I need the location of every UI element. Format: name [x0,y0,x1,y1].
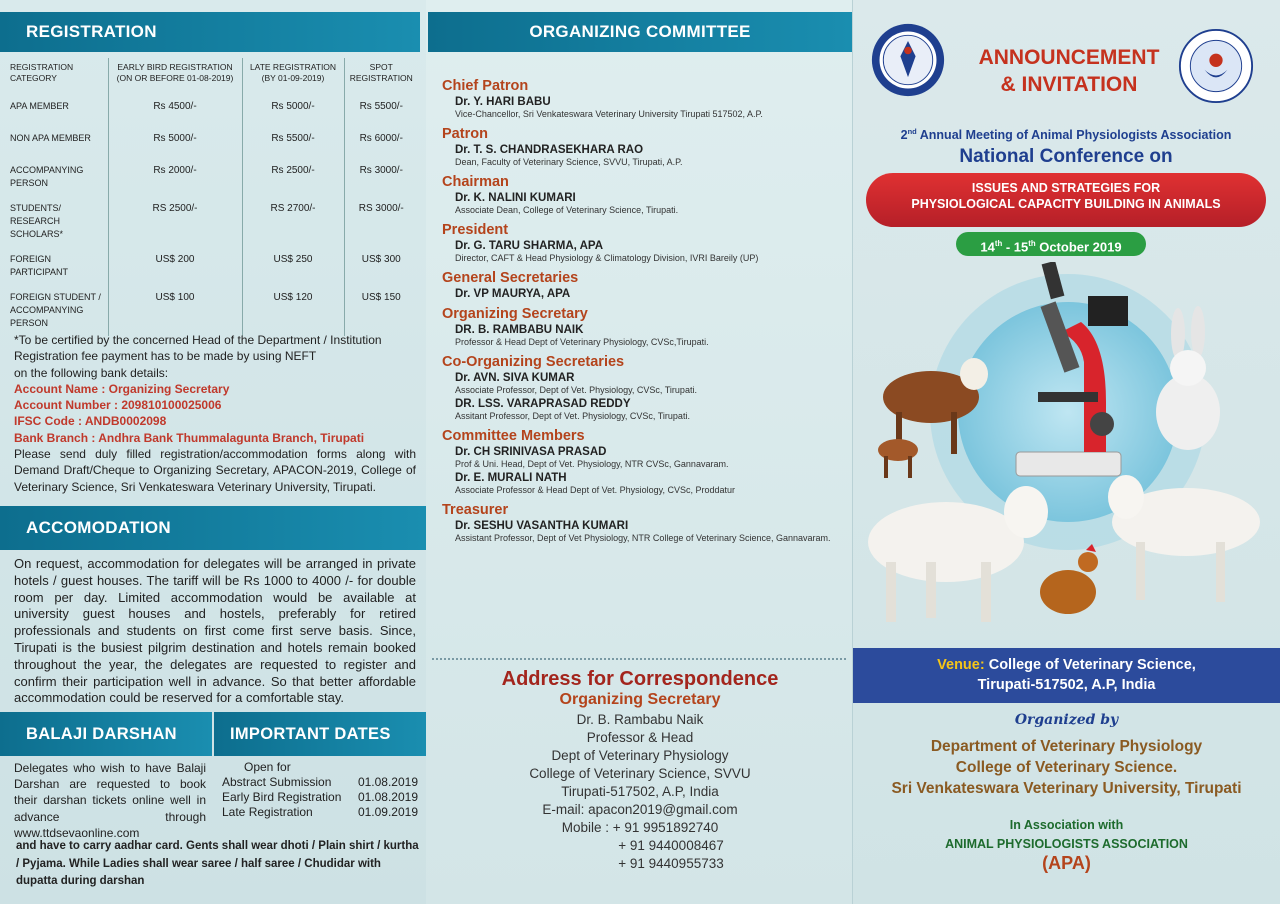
organizer-department: Department of Veterinary Physiology College of Veterinary Science. Sri Venkateswara Veterinary University, Tirupati [891,738,1242,797]
table-header-row [8,58,418,94]
table-cell: US$ 300 [344,247,418,285]
address-line: Tirupati-517502, A.P, India [561,784,719,799]
table-cell: US$ 150 [344,285,418,336]
table-cell: RS 2700/- [242,196,344,247]
table-cell: US$ 120 [242,285,344,336]
column-header: EARLY BIRD REGISTRATION (ON OR BEFORE 01-08-2019) [108,58,242,94]
announcement-title: ANNOUNCEMENT & INVITATION [978,46,1160,96]
person-desc: Associate Dean, College of Veterinary Science, Tirupati. [455,205,679,215]
table-cell: RS 3000/- [344,196,418,247]
important-dates [222,760,418,820]
correspondence-subtitle: Organizing Secretary [559,691,721,708]
person-name: DR. LSS. VARAPRASAD REDDY [455,398,631,410]
table-row [8,126,418,158]
person-name: Dr. AVN. SIVA KUMAR [455,372,575,384]
person-name: Dr. VP MAURYA, APA [455,288,571,300]
table-cell: US$ 250 [242,247,344,285]
committee-group [442,306,842,348]
role-title: General Secretaries [442,270,579,286]
committee-group [442,270,842,300]
committee-group [442,126,842,168]
committee-group [442,174,842,216]
role-title: Committee Members [442,428,585,444]
table-cell: Rs 4500/- [108,94,242,126]
accommodation-header: ACCOMODATION [0,506,426,550]
venue-banner: Venue: College of Veterinary Science, Tirupati-517502, A.P, India [853,648,1280,703]
association-text: In Association with ANIMAL PHYSIOLOGISTS ASSOCIATION [945,818,1188,851]
table-cell: Rs 5500/- [344,94,418,126]
person-desc: Director, CAFT & Head Physiology & Climatology Division, IVRI Bareily (UP) [455,253,759,263]
person-name: Dr. G. TARU SHARMA, APA [455,240,604,252]
kid-goat-icon [878,439,918,478]
person-desc: Dean, Faculty of Veterinary Science, SVVU, Tirupati, A.P. [455,157,683,167]
table-cell: Rs 2000/- [108,158,242,196]
cow-left-icon [868,486,1048,622]
table-cell: NON APA MEMBER [10,133,91,143]
committee-header: ORGANIZING COMMITTEE [428,12,852,52]
balaji-text: Delegates who wish to have Balaji Darshan are requested to book their darshan tickets online well in advance through www.ttdsevaonline.com [14,761,206,840]
table-cell: US$ 200 [108,247,242,285]
accommodation-text: On request, accommodation for delegates will be arranged in private hotels / guest houses. The tariff will be Rs 1000 to 4000 /- for double room per day. Limited accommodation would be available at university guest houses and hostels, preferably for retired professionals and students on first come first serve basis. Since, Tirupati is the busiest pilgrim destination and hotels remain booked throughout the year, the delegates are requested to register and confirm their participation well in advance. So that better affordable accommodation could be reserved for a comfortable stay. [14,556,416,706]
person-name: Dr. SESHU VASANTHA KUMARI [455,520,629,532]
address-line: College of Veterinary Science, SVVU [529,766,751,781]
table-cell: APA MEMBER [10,101,69,111]
person-name: Dr. T. S. CHANDRASEKHARA RAO [455,144,644,156]
date-row: Early Bird Registration 01.08.2019 [222,790,418,804]
person-name: Dr. Y. HARI BABU [455,96,551,108]
table-row [8,158,418,196]
committee-group [442,78,842,120]
bank-branch: Bank Branch : Andhra Bank Thummalagunta Branch, Tirupati [14,430,365,445]
person-name: Dr. K. NALINI KUMARI [455,192,576,204]
neft-note: Registration fee payment has to be made by using NEFT [14,349,317,364]
role-title: Organizing Secretary [442,306,588,322]
dates-header: IMPORTANT DATES [214,712,426,756]
table-cell: STUDENTS/ RESEARCH SCHOLARS* [10,203,64,239]
person-desc: Vice-Chancellor, Sri Venkateswara Veterinary University Tirupati 517502, A.P. [455,109,763,119]
cows-right-icon [1108,475,1260,602]
account-number: Account Number : 209810100025006 [14,398,222,413]
committee-group [442,354,842,422]
apa-label: (APA) [1042,853,1091,873]
committee-group [442,222,842,264]
mobile-line: Mobile : + 91 9951892740 [561,820,719,835]
theme-banner: ISSUES AND STRATEGIES FOR PHYSIOLOGICAL CAPACITY BUILDING IN ANIMALS [866,173,1266,227]
table-cell: FOREIGN PARTICIPANT [10,254,69,277]
role-title: Chairman [442,174,509,190]
table-cell: Rs 3000/- [344,158,418,196]
table-row [8,247,418,285]
person-desc: Prof & Uni. Head, Dept of Vet. Physiology, NTR CVSc, Gannavaram. [455,459,729,469]
person-name: Dr. E. MURALI NATH [455,472,567,484]
table-cell: Rs 5000/- [108,126,242,158]
committee-list [442,72,842,544]
column-header: SPOT REGISTRATION [344,58,418,94]
venue-label: Venue: [937,657,985,673]
role-title: Patron [442,126,488,142]
certify-note: *To be certified by the concerned Head of the Department / Institution [14,333,382,347]
account-name: Account Name : Organizing Secretary [14,381,230,396]
apa-logo-icon [1178,28,1254,104]
balaji-header: BALAJI DARSHAN [0,712,212,756]
email-line: E-mail: apacon2019@gmail.com [542,802,738,817]
role-title: Treasurer [442,502,509,518]
table-cell: Rs 5500/- [242,126,344,158]
registration-instructions: Please send duly filled registration/accommodation forms along with Demand Draft/Cheque to Organizing Secretary, APACON-2019, College of Veterinary Science, Sri Venkateswara Veterinary University, Tirupati. [14,447,416,494]
animals-microscope-illustration [856,262,1276,644]
conference-dates: 14th - 15th October 2019 [956,232,1146,256]
table-cell: Rs 5000/- [242,94,344,126]
open-for-label: Open for [244,760,291,774]
person-desc: Assistant Professor, Dept of Vet Physiology, NTR College of Veterinary Science, Gannavaram. [455,533,831,543]
person-desc: Associate Professor & Head Dept of Vet. Physiology, CVSc, Proddatur [455,485,735,495]
date-row: Abstract Submission 01.08.2019 [222,775,418,789]
person-desc: Assitant Professor, Dept of Vet. Physiology, CVSc, Tirupati. [455,411,690,421]
table-cell: Rs 2500/- [242,158,344,196]
table-cell: US$ 100 [108,285,242,336]
role-title: Co-Organizing Secretaries [442,354,625,370]
person-name: DR. B. RAMBABU NAIK [455,324,584,336]
column-header: REGISTRATION CATEGORY [10,62,74,83]
table-cell: Rs 6000/- [344,126,418,158]
bank-note: on the following bank details: [14,365,169,380]
committee-group [442,428,842,496]
address-line: Dr. B. Rambabu Naik [576,712,704,727]
conference-title: National Conference on [959,146,1173,167]
ifsc-code: IFSC Code : ANDB0002098 [14,414,167,429]
table-cell: ACCOMPANYING PERSON [10,165,84,188]
person-desc: Professor & Head Dept of Veterinary Physiology, CVSc,Tirupati. [455,337,709,347]
role-title: President [442,222,509,238]
role-title: Chief Patron [442,78,529,94]
correspondence-block [440,668,840,873]
meeting-line: 2nd Annual Meeting of Animal Physiologists Association [900,127,1232,143]
dress-code-text: and have to carry aadhar card. Gents shall wear dhoti / Plain shirt / kurtha / Pyjama. While Ladies shall wear saree / half saree / Chudidar with dupatta during darshan [16,840,419,887]
column-header: LATE REGISTRATION (BY 01-09-2019) [242,58,344,94]
hen-icon [1040,544,1098,614]
address-line: Professor & Head [586,730,694,745]
table-cell: FOREIGN STUDENT / ACCOMPANYING PERSON [10,292,101,328]
person-desc: Associate Professor, Dept of Vet. Physiology, CVSc, Tirupati. [455,385,697,395]
registration-notes [14,332,416,495]
correspondence-title: Address for Correspondence [501,668,779,690]
registration-header: REGISTRATION [0,12,420,52]
registration-table [8,58,418,336]
table-row [8,196,418,247]
university-logo-icon [870,22,946,98]
organized-by: Organized by [1014,712,1119,728]
date-row: Late Registration 01.09.2019 [222,805,418,819]
divider [432,658,846,660]
mobile-line: + 91 9440955733 [618,856,724,871]
address-line: Dept of Veterinary Physiology [551,748,729,763]
table-row [8,94,418,126]
person-name: Dr. CH SRINIVASA PRASAD [455,446,607,458]
committee-group [442,502,842,544]
mobile-line: + 91 9440008467 [618,838,724,853]
table-row [8,285,418,336]
table-cell: RS 2500/- [108,196,242,247]
